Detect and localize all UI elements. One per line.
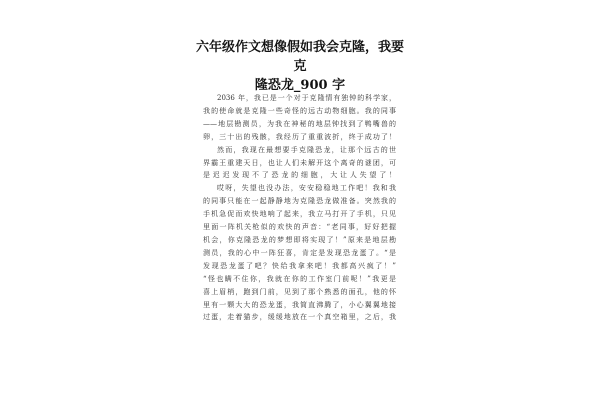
body-line: 喜上眉梢，跑到门前，见到了那个熟悉的面孔，他的怀 <box>203 287 396 296</box>
body-line: 然而，我现在最想要手克隆恐龙，让那个远古的世 <box>217 145 396 154</box>
body-line: “怪也瞒不住你，我就在你的工作室门前呢！”我更是 <box>203 274 396 283</box>
body-line: 测员，我的心中一阵狂喜，肯定是发现恐龙蛋了。“是 <box>203 248 396 257</box>
title-line-2: 隆恐龙_900 字 <box>254 78 346 93</box>
body-line: 的同事只能在一起静静地为克隆恐龙做准备。突然我的 <box>203 197 396 206</box>
body-line: 2036 年，我已是一个对于克隆情有独钟的科学家， <box>217 94 396 102</box>
body-line: 发现恐龙蛋了吧？快给我拿来吧！我都高兴疯了！” <box>203 261 396 270</box>
document-title <box>190 38 410 95</box>
document-body <box>203 92 396 324</box>
body-line: 界霸王重建天日，也让人们未解开这个离奇的谜团，可 <box>203 158 396 167</box>
body-line: 是迟迟发现不了恐龙的细胞，大让人失望了！ <box>203 171 396 180</box>
body-line: 里面一阵机关枪似的欢快的声音：“老同事，好好把握 <box>203 223 396 232</box>
body-line: 卵，三十出的残骸，我经历了重重波折，终于成功了！ <box>203 132 396 141</box>
body-line: 里有一颗大大的恐龙蛋，我简直沸腾了，小心翼翼地接 <box>203 300 396 309</box>
body-line: 机会，你克隆恐龙的梦想即将实现了！”原来是地层勘 <box>203 235 396 244</box>
body-line: 手机急促而欢快地响了起来，我立马打开了手机，只见 <box>203 210 396 219</box>
title-line-1: 六年级作文想像假如我会克隆，我要克 <box>195 40 404 74</box>
body-line: 我的使命就是克隆一些奇怪的远古动物细胞。我的同事 <box>203 106 396 115</box>
body-line: 哎呀，失望也没办法，安安稳稳地工作吧！我和我 <box>217 184 396 193</box>
body-line: 过蛋，走着猫步，缓缓地放在一个真空箱里，之后，我 <box>203 313 396 322</box>
body-line: ——地层勘测员，为我在神秘的地层钟找到了鸭嘴兽的 <box>203 119 396 128</box>
